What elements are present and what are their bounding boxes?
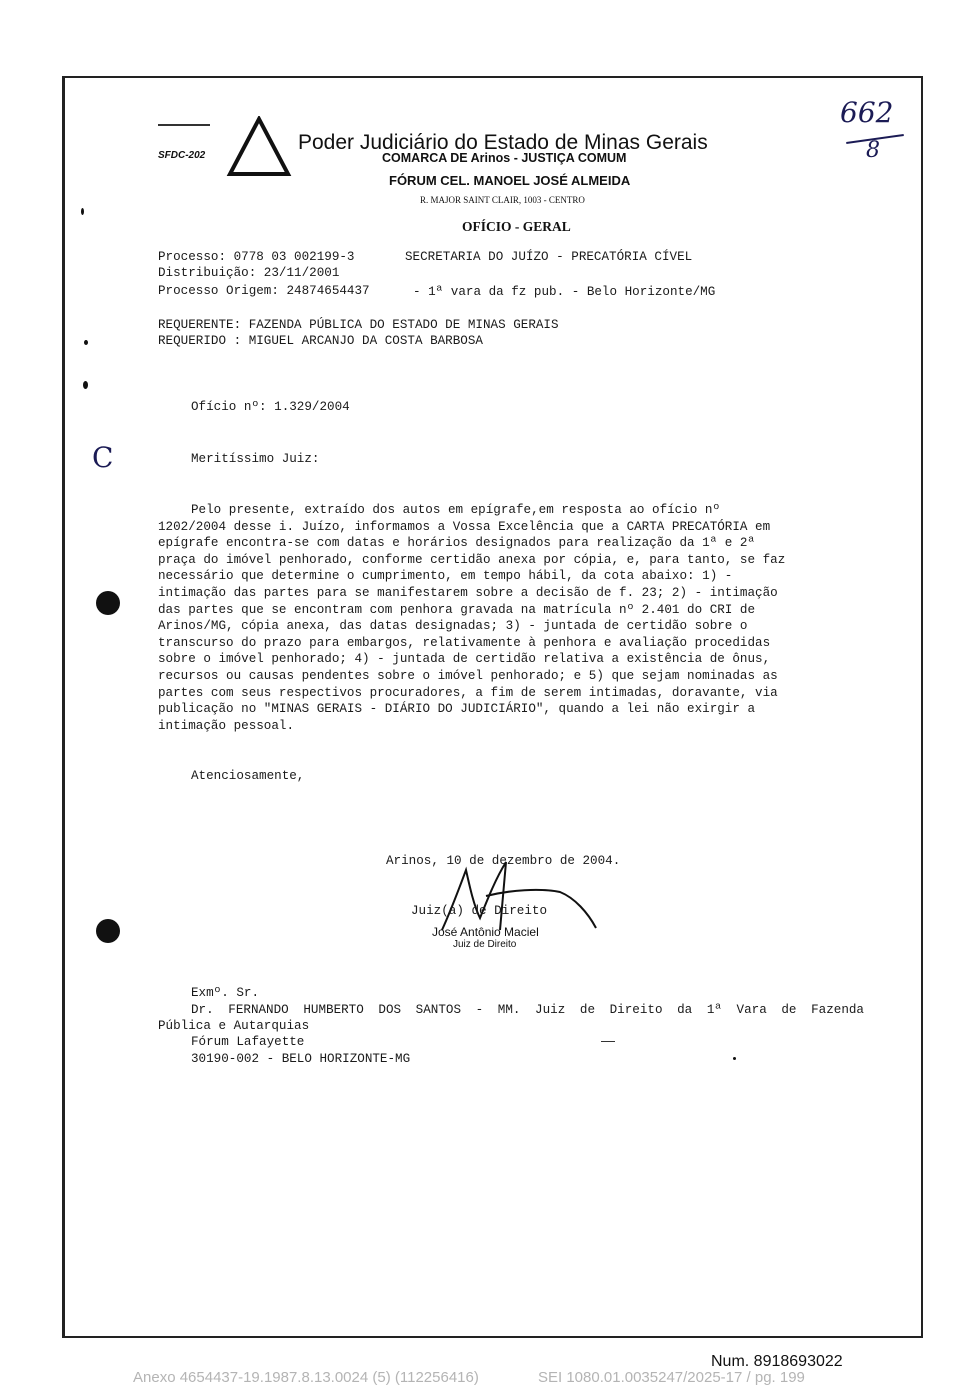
origin-process: Processo Origem: 24874654437 — [158, 284, 370, 298]
margin-speck — [83, 381, 88, 389]
body-line: transcurso do prazo para embargos, relativamente à penhora e avaliação procedidas — [158, 635, 771, 650]
oficio-number: Ofício nº: 1.329/2004 — [191, 400, 350, 414]
requerido: REQUERIDO : MIGUEL ARCANJO DA COSTA BARBOSA — [158, 334, 483, 348]
signatory-role-typed: Juiz(a) de Direito — [411, 904, 548, 918]
body-line: das partes que se encontram com penhora gravada na matrícula nº 2.401 do CRI de — [158, 602, 756, 617]
margin-speck — [84, 340, 88, 345]
body-line: Pelo presente, extraído dos autos em epígrafe,em resposta ao ofício nº — [191, 503, 721, 517]
body-line: intimação pessoal. — [158, 718, 295, 733]
body-line: epígrafe encontra-se com datas e horários designados para realização da 1ª e 2ª — [158, 536, 756, 551]
handwritten-margin-mark: C — [92, 441, 114, 474]
document-type: OFÍCIO - GERAL — [462, 219, 571, 234]
sei-reference: SEI 1080.01.0035247/2025-17 / pg. 199 — [538, 1369, 805, 1386]
letter-body — [158, 502, 864, 734]
recipient-line: 30190-002 - BELO HORIZONTE-MG — [191, 1052, 411, 1066]
body-line: necessário que determine o cumprimento, em tempo hábil, da cota abaixo: 1) - — [158, 569, 733, 584]
body-line: sobre o imóvel penhorado; 4) - juntada de certidão relativa a existência de ônus, — [158, 652, 771, 667]
recipient-line: Pública e Autarquias — [158, 1019, 310, 1033]
recipient-line: Fórum Lafayette — [191, 1035, 305, 1049]
margin-dash — [601, 1041, 615, 1042]
punch-hole-bottom — [96, 919, 120, 943]
recipient-line: Dr. FERNANDO HUMBERTO DOS SANTOS - MM. Juiz de Direito da 1ª Vara de Fazenda — [191, 1003, 864, 1017]
punch-hole-top — [96, 591, 120, 615]
body-line: publicação no "MINAS GERAIS - DIÁRIO DO JUDICIÁRIO", quando a lei não exirgir a — [158, 702, 756, 717]
requerente: REQUERENTE: FAZENDA PÚBLICA DO ESTADO DE MINAS GERAIS — [158, 318, 559, 332]
stamp-name: José Antônio Maciel — [432, 925, 539, 939]
distribution-date: Distribuição: 23/11/2001 — [158, 266, 340, 280]
form-code: SFDC-202 — [158, 150, 206, 161]
handwritten-page-sub: 8 — [866, 138, 880, 163]
place-date: Arinos, 10 de dezembro de 2004. — [386, 854, 621, 868]
stamp-role: Juiz de Direito — [453, 939, 517, 950]
body-line: praça do imóvel penhorado, conforme certidão anexa por cópia, e, para tanto, se faz — [158, 552, 786, 567]
process-number: Processo: 0778 03 002199-3 — [158, 250, 355, 264]
handwritten-page-number: 662 — [840, 96, 894, 129]
recipient-greeting: Exmº. Sr. — [191, 986, 260, 1000]
body-line: intimação das partes para se manifestarem sobre a decisão de f. 23; 2) - intimação — [158, 585, 778, 600]
closing: Atenciosamente, — [191, 769, 305, 783]
salutation: Meritíssimo Juiz: — [191, 452, 320, 466]
comarca-line: COMARCA DE Arinos - JUSTIÇA COMUM — [382, 151, 627, 165]
margin-speck — [733, 1057, 736, 1060]
forum-name: FÓRUM CEL. MANOEL JOSÉ ALMEIDA — [389, 173, 631, 188]
header-dashline — [158, 124, 210, 126]
document-num: Num. 8918693022 — [711, 1353, 843, 1370]
body-line: recursos ou causas pendentes sobre o imóvel penhorado; e 5) que sejam nominadas as — [158, 668, 778, 683]
margin-speck — [81, 208, 84, 215]
origin-court: - 1ª vara da fz pub. - Belo Horizonte/MG — [413, 285, 716, 299]
body-line: partes com seus respectivos procuradores, a fim de serem intimadas, doravante, via — [158, 685, 778, 700]
forum-address: R. MAJOR SAINT CLAIR, 1003 - CENTRO — [420, 195, 585, 205]
judiciary-logo-icon — [226, 116, 292, 178]
body-line: 1202/2004 desse i. Juízo, informamos a Vossa Excelência que a CARTA PRECATÓRIA em — [158, 519, 771, 534]
annex-reference: Anexo 4654437-19.1987.8.13.0024 (5) (112256416) — [133, 1369, 479, 1386]
court-title: Poder Judiciário do Estado de Minas Gerais — [298, 131, 708, 154]
body-line: Arinos/MG, cópia anexa, das datas designadas; 3) - juntada de certidão sobre o — [158, 619, 748, 634]
secretaria-label: SECRETARIA DO JUÍZO - PRECATÓRIA CÍVEL — [405, 250, 693, 264]
